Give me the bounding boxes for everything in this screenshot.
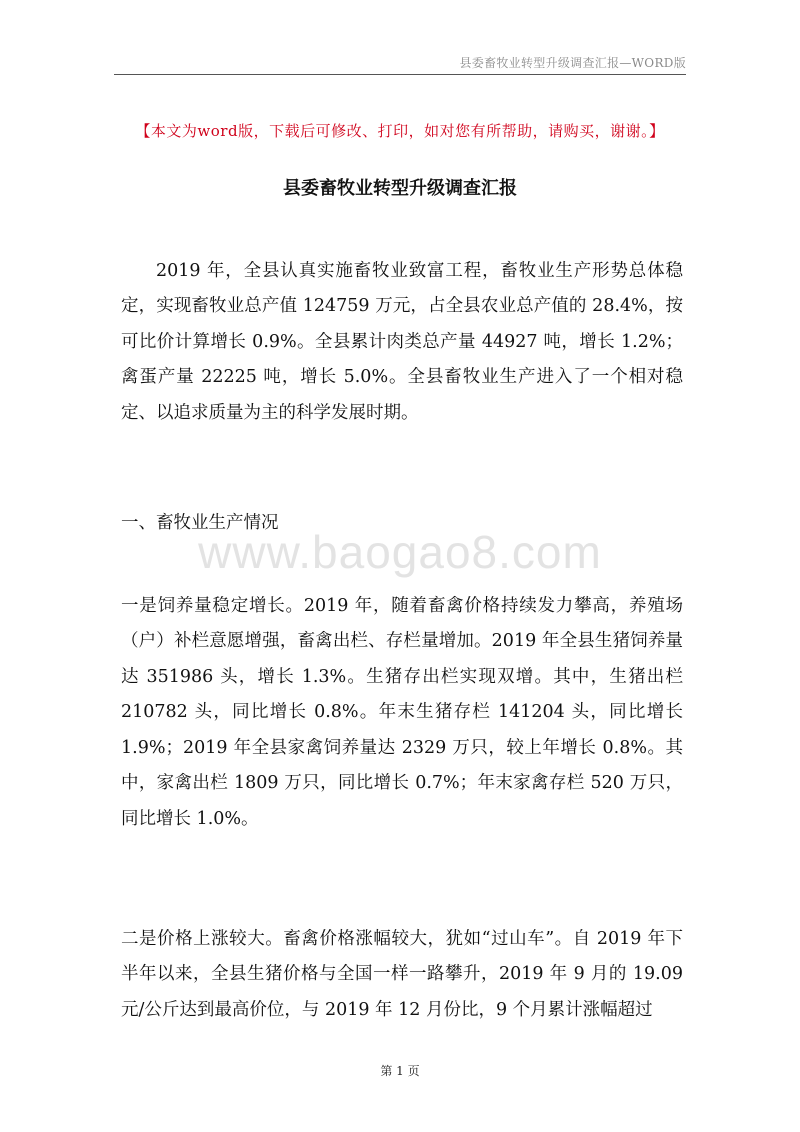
header-rule [114,74,686,75]
section-heading-production: 一、畜牧业生产情况 [121,512,279,533]
document-title: 县委畜牧业转型升级调查汇报 [283,178,517,199]
purchase-notice: 【本文为word版，下载后可修改、打印，如对您有所帮助，请购买，谢谢。】 [135,122,665,140]
watermark: www.baogao8.com [198,526,602,578]
paragraph-overview: 2019 年，全县认真实施畜牧业致富工程，畜牧业生产形势总体稳定，实现畜牧业总产值 124759 万元，占全县农业总产值的 28.4%，按可比价计算增长 0.9%。全县累计肉类总产量 44927 吨，增长 1.2%；禽蛋产量 22225 吨，增长 5.0%。全县畜牧业生产进入了一个相对稳定、以追求质量为主的科学发展时期。 [121,260,683,423]
paragraph-breeding-volume: 一是饲养量稳定增长。2019 年，随着畜禽价格持续发力攀高，养殖场（户）补栏意愿增强，畜禽出栏、存栏量增加。2019 年全县生猪饲养量达 351986 头，增长 1.3%。生猪存出栏实现双增。其中，生猪出栏 210782 头，同比增长 0.8%。年末生猪存栏 141204 头，同比增长 1.9%；2019 年全县家禽饲养量达 2329 万只，较上年增长 0.8%。其中，家禽出栏 1809 万只，同比增长 0.7%；年末家禽存栏 520 万只，同比增长 1.0%。 [121,595,683,829]
running-header: 县委畜牧业转型升级调查汇报—WORD版 [459,56,686,70]
page-number: 第 1 页 [380,1064,420,1078]
paragraph-price-rise: 二是价格上涨较大。畜禽价格涨幅较大，犹如“过山车”。自 2019 年下半年以来，全县生猪价格与全国一样一路攀升，2019 年 9 月的 19.09 元/公斤达到最高价位，与 2019 年 12 月份比，9 个月累计涨幅超过 [121,928,683,1020]
